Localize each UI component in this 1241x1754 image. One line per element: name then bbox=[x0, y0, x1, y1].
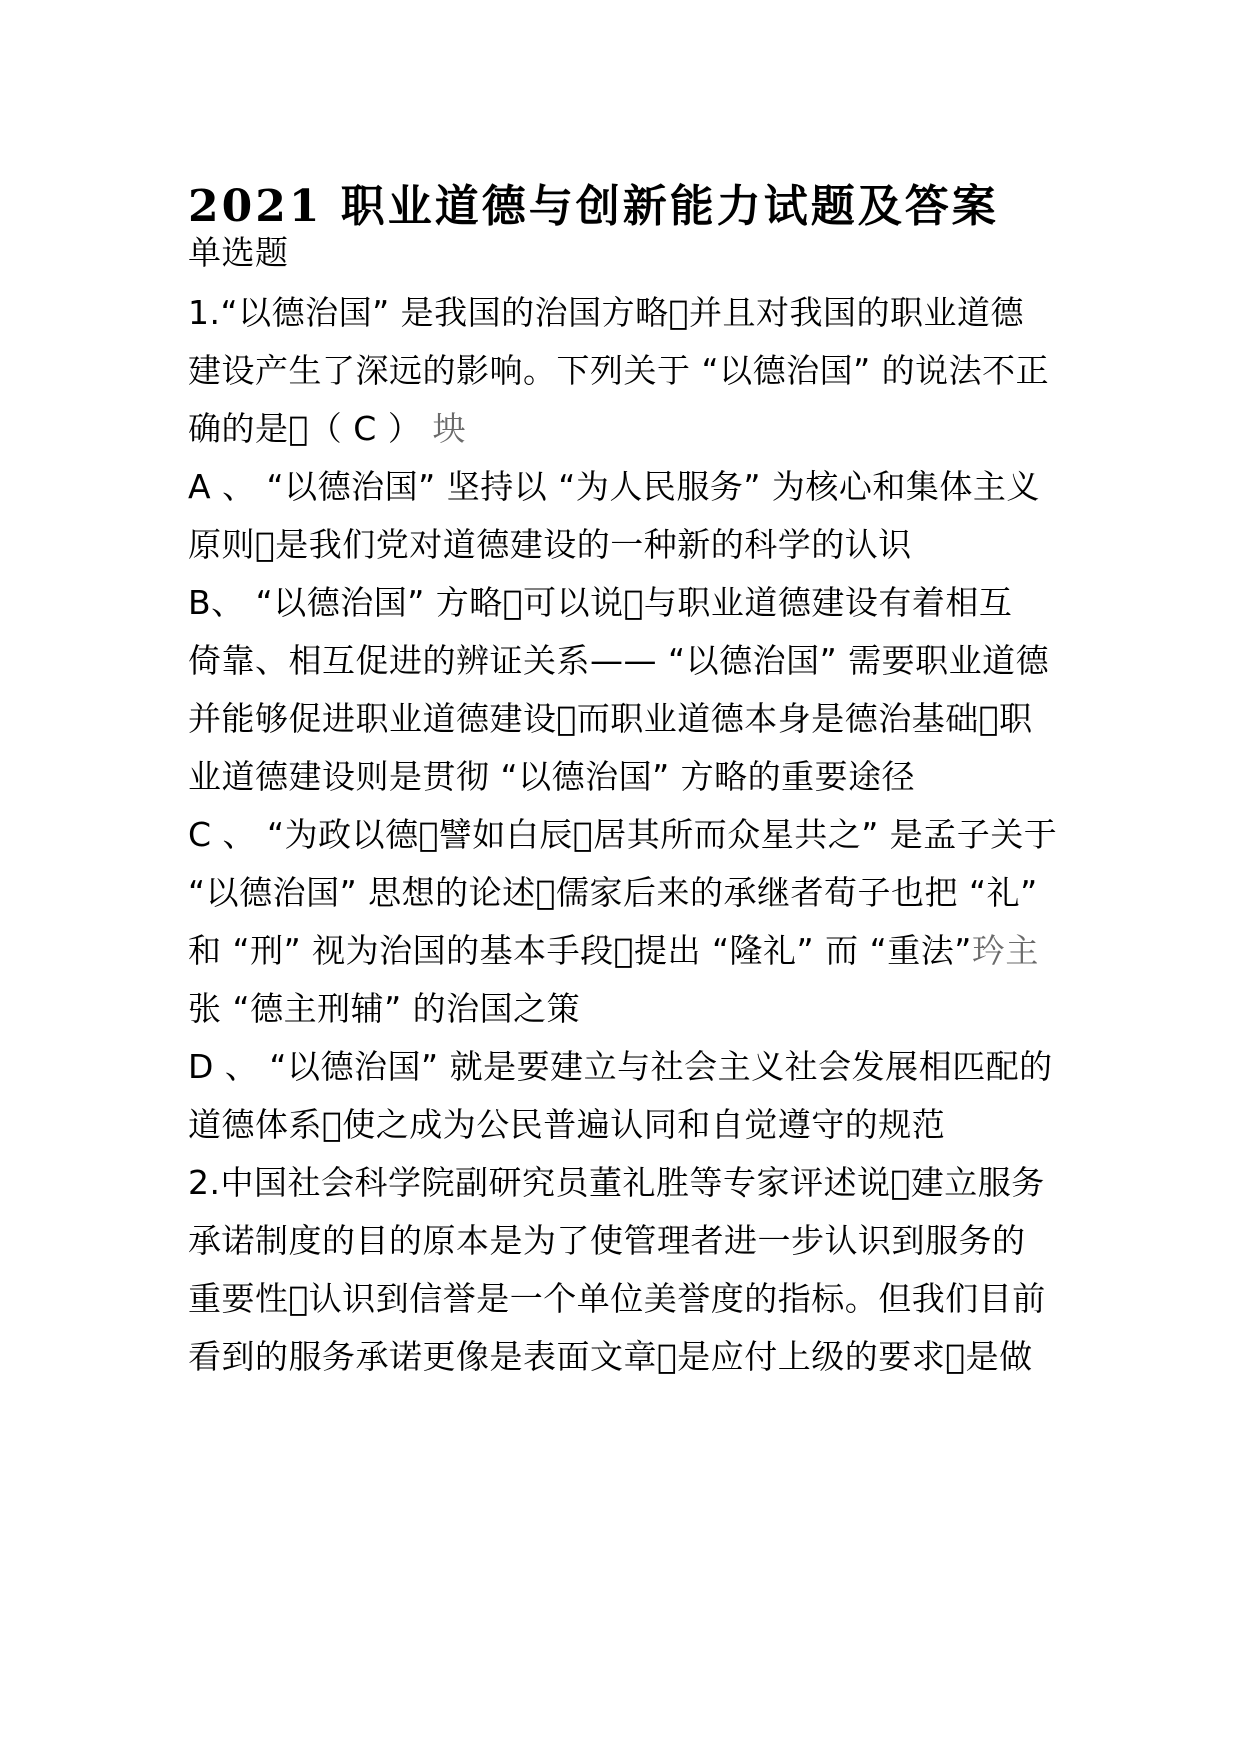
text-line-6: B、 “以德治国” 方略 可以说 与职业道德建设有着相互 bbox=[188, 583, 1013, 622]
text-line-8: 并能够促进职业道德建设 而职业道德本身是德治基础 职 bbox=[188, 699, 1033, 738]
text-line-1: 1.“以德治国” 是我国的治国方略 并且对我国的职业道德 bbox=[188, 293, 1024, 332]
text-line-3-text: 确的是 （ C ） bbox=[188, 409, 422, 448]
text-line-5: 原则 是我们党对道德建设的一种新的科学的认识 bbox=[188, 525, 912, 564]
text-line-13: 张 “德主刑辅” 的治国之策 bbox=[188, 989, 581, 1028]
stray-mark-2: 玪主 bbox=[971, 931, 1039, 970]
text-line-12-text: 和 “刑” 视为治国的基本手段 提出 “隆礼” 而 “重法” bbox=[188, 931, 972, 970]
stray-mark-1: 坱 bbox=[432, 409, 466, 448]
section-heading: 单选题 bbox=[188, 233, 289, 272]
text-line-11: “以德治国” 思想的论述 儒家后来的承继者荀子也把 “礼” bbox=[188, 873, 1038, 912]
text-line-15: 道德体系 使之成为公民普遍认同和自觉遵守的规范 bbox=[188, 1105, 946, 1144]
text-line-18: 重要性 认识到信誉是一个单位美誉度的指标。但我们目前 bbox=[188, 1279, 1046, 1318]
text-line-7: 倚靠、相互促进的辨证关系—— “以德治国” 需要职业道德 bbox=[188, 641, 1050, 680]
text-line-9: 业道德建设则是贯彻 “以德治国” 方略的重要途径 bbox=[188, 757, 916, 796]
text-line-4: A 、 “以德治国” 坚持以 “为人民服务” 为核心和集体主义 bbox=[188, 467, 1040, 506]
text-line-2: 建设产生了深远的影响。下列关于 “以德治国” 的说法不正 bbox=[188, 351, 1050, 390]
text-line-16: 2.中国社会科学院副研究员董礼胜等专家评述说 建立服务 bbox=[188, 1163, 1045, 1202]
text-line-14: D 、 “以德治国” 就是要建立与社会主义社会发展相匹配的 bbox=[188, 1047, 1053, 1086]
text-line-3 bbox=[188, 404, 466, 454]
text-line-19: 看到的服务承诺更像是表面文章 是应付上级的要求 是做 bbox=[188, 1337, 1033, 1376]
text-line-10: C 、 “为政以德 譬如白辰 居其所而众星共之” 是孟子关于 bbox=[188, 815, 1058, 854]
document-title: 2021 职业道德与创新能力试题及答案 bbox=[188, 181, 999, 232]
text-line-12 bbox=[188, 926, 1039, 976]
text-line-17: 承诺制度的目的原本是为了使管理者进一步认识到服务的 bbox=[188, 1221, 1026, 1260]
